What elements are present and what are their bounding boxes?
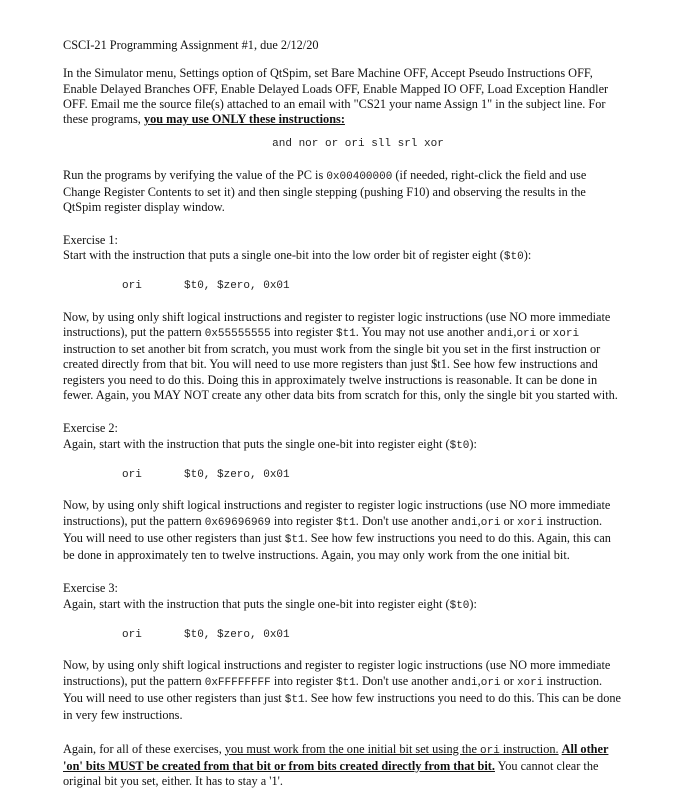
body-text: Now, by using only shift logical instructions and register to register logic instructions (use NO more immediate instructions), put the pattern xyxy=(63,309,611,339)
inline-code: andi xyxy=(451,516,478,529)
body-text: instruction. You will need to use other registers than just xyxy=(63,673,603,705)
body-text: instruction to set another bit from scratch, you must work from the single bit you set in the first instruction or created directly from that bit. You will need to use more registers than just $t1. See how few instructions and registers you need to do this. Doing this in approximately twelve instructions is reasonable. It can be done in fewer. Again, you MAY NOT create any other data bits from scratch for this, only the single bit you started with. xyxy=(63,342,618,403)
exercise-heading: Exercise 2: xyxy=(63,421,118,436)
inline-code: ori xyxy=(516,327,537,340)
run-text-a: Run the programs by verifying the value of the PC is xyxy=(63,167,327,182)
run-text-b: (if needed, right-click the field and use Change Register Contents to set it) and then single stepping (pushing F10) and observing the results in the QtSpim register display window. xyxy=(63,167,587,215)
register-name: $t0 xyxy=(503,250,524,263)
body-text: or xyxy=(500,513,517,528)
register-name: $t0 xyxy=(449,599,470,612)
assignment-title: CSCI-21 Programming Assignment #1, due 2/12/20 xyxy=(63,38,319,52)
body-text: or xyxy=(536,324,553,339)
body-text: . Don't use another xyxy=(355,673,452,688)
inline-code: xori xyxy=(516,676,544,689)
code-sample xyxy=(63,628,623,643)
code-operands: $t0, $zero, 0x01 xyxy=(184,468,290,481)
closing-text-a: Again, for all of these exercises, xyxy=(63,741,225,756)
intro-emphasis: you may use ONLY these instructions: xyxy=(143,112,345,127)
inline-code: ori xyxy=(480,676,501,689)
exercise-heading: Exercise 1: xyxy=(63,232,118,247)
inline-code: xori xyxy=(516,516,544,529)
body-text: into register xyxy=(270,324,336,339)
body-text: into register xyxy=(270,673,336,688)
intro-paragraph xyxy=(63,66,623,127)
code-opcode: ori xyxy=(122,629,142,642)
body-text: into register xyxy=(270,513,336,528)
inline-code: 0x69696969 xyxy=(204,516,271,529)
inline-code: 0x55555555 xyxy=(204,327,271,340)
exercise-1 xyxy=(63,233,623,404)
code-sample xyxy=(63,468,623,483)
inline-code: andi xyxy=(486,327,514,340)
exercise-body xyxy=(63,310,623,404)
body-text: , xyxy=(477,513,481,528)
exercise-lead: Start with the instruction that puts a single one-bit into the low order bit of register eight ($t0): xyxy=(63,247,532,263)
closing-text-b: You cannot clear the original bit you set, either. It has to stay a '1'. xyxy=(63,758,599,789)
body-text: . You may not use another xyxy=(355,324,487,339)
run-paragraph xyxy=(63,168,623,216)
body-text: . See how few instructions you need to do this. Again, this can be done in approximately ten to twelve instructions. Again, you may only work from the one initial bit. xyxy=(63,530,611,563)
exercise-2 xyxy=(63,421,623,563)
exercise-lead: Again, start with the instruction that puts the single one-bit into register eight ($t0): xyxy=(63,596,477,612)
intro-text: In the Simulator menu, Settings option of QtSpim, set Bare Machine OFF, Accept Pseudo Instructions OFF, Enable Delayed Branches OFF, Enable Delayed Loads OFF, Enable Mapped IO OFF, Load Exception Handler OFF. Email me the source file(s) attached to an email with "CS21 your name Assign 1" in the subject line. For these programs, xyxy=(63,66,609,127)
exercise-body xyxy=(63,658,623,723)
inline-code: $t1 xyxy=(335,327,356,340)
inline-code: $t1 xyxy=(335,516,356,529)
pc-value: 0x00400000 xyxy=(326,170,393,183)
inline-code: 0xFFFFFFFF xyxy=(204,676,271,689)
closing-paragraph xyxy=(63,742,623,790)
body-text: instruction. You will need to use other registers than just xyxy=(63,513,603,545)
body-text: or xyxy=(500,673,517,688)
inline-code: xori xyxy=(552,327,580,340)
closing-ori-code: ori xyxy=(480,744,500,757)
inline-code: ori xyxy=(480,516,501,529)
code-opcode: ori xyxy=(122,280,142,293)
body-text: Now, by using only shift logical instructions and register to register logic instructions (use NO more immediate instructions), put the pattern xyxy=(63,498,611,528)
exercise-3 xyxy=(63,581,623,723)
allowed-instructions: and nor or ori sll srl xor xyxy=(272,138,444,151)
inline-code: $t1 xyxy=(284,533,305,546)
code-sample xyxy=(63,279,623,294)
code-operands: $t0, $zero, 0x01 xyxy=(184,280,290,293)
exercise-list xyxy=(63,233,623,724)
inline-code: $t1 xyxy=(335,676,356,689)
body-text: . See how few instructions you need to do this. This can be done in very few instructions. xyxy=(63,690,621,723)
body-text: , xyxy=(513,324,517,339)
code-operands: $t0, $zero, 0x01 xyxy=(184,629,290,642)
body-text: . Don't use another xyxy=(355,513,452,528)
body-text: , xyxy=(477,673,481,688)
register-name: $t0 xyxy=(449,439,470,452)
body-text: Now, by using only shift logical instructions and register to register logic instructions (use NO more immediate instructions), put the pattern xyxy=(63,658,611,688)
closing-underline: you must work from the one initial bit set using the ori instruction. xyxy=(224,741,559,757)
closing-bold-rule: All other 'on' bits MUST be created from that bit or from bits created directly from that bit. xyxy=(63,741,609,773)
exercise-lead: Again, start with the instruction that puts the single one-bit into register eight ($t0): xyxy=(63,436,477,452)
inline-code: andi xyxy=(451,676,478,689)
document-page xyxy=(63,38,623,789)
exercise-heading: Exercise 3: xyxy=(63,581,118,596)
exercise-body xyxy=(63,498,623,563)
code-opcode: ori xyxy=(122,468,142,481)
inline-code: $t1 xyxy=(284,693,305,706)
